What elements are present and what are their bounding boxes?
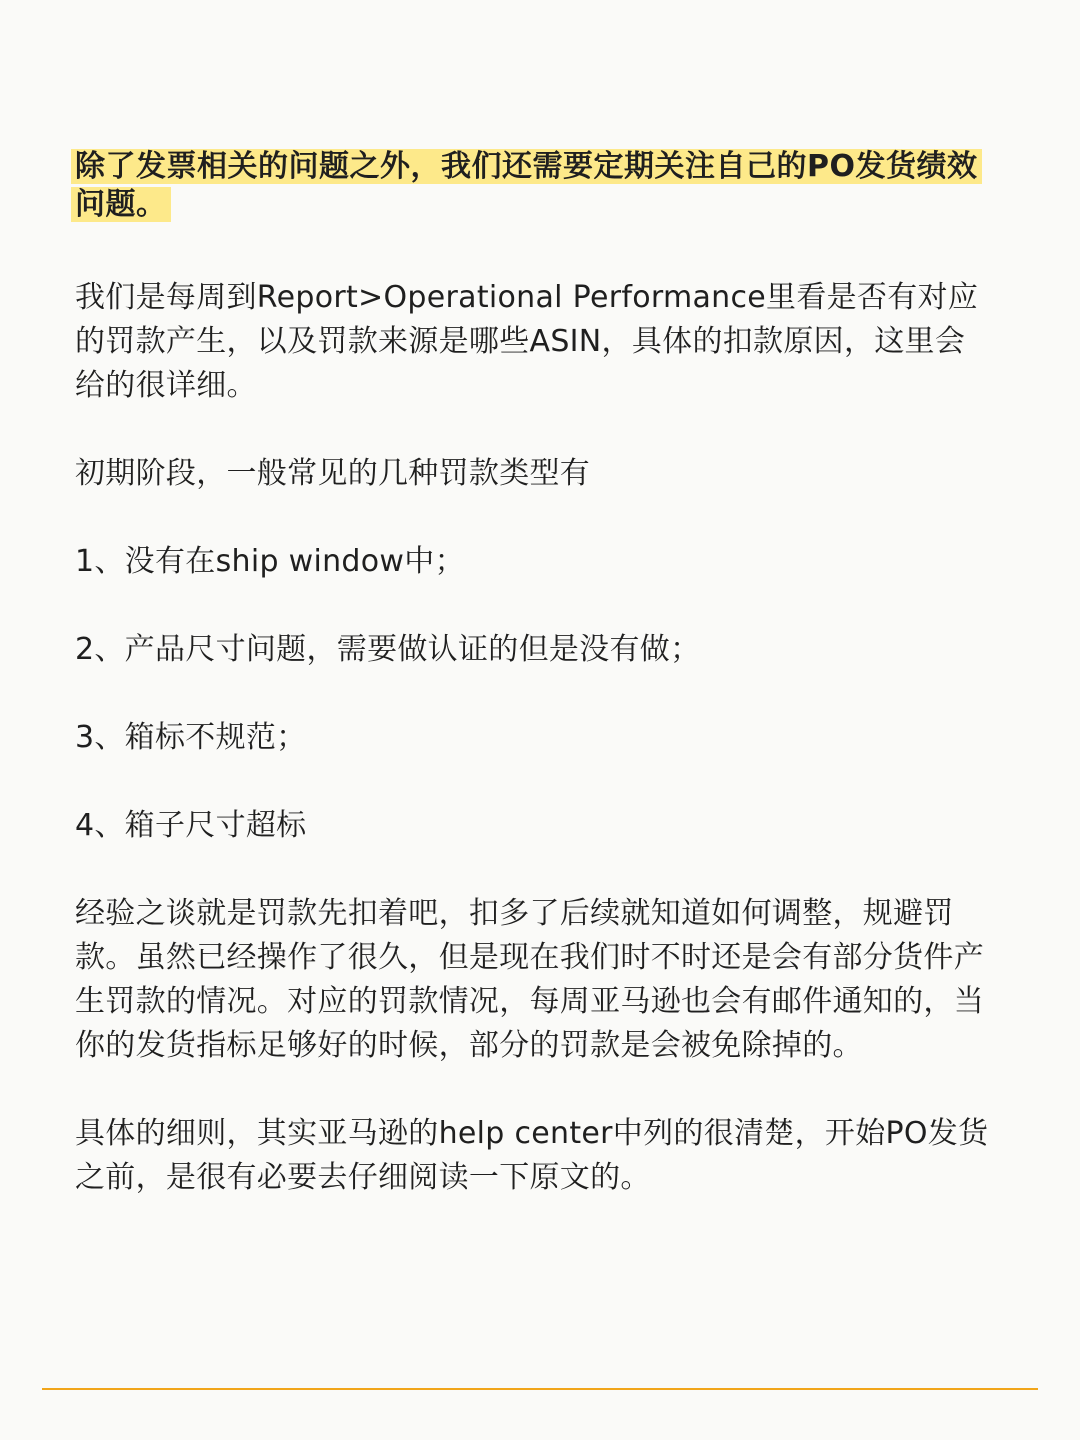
article-body (75, 148, 995, 1244)
list-item-2: 2、产品尺寸问题，需要做认证的但是没有做； (75, 632, 701, 667)
paragraph-intro: 我们是每周到Report>Operational Performance里看是否有对应的罚款产生，以及罚款来源是哪些ASIN，具体的扣款原因，这里会给的很详细。 (75, 280, 979, 403)
footer-divider (42, 1388, 1038, 1390)
paragraph-help-center: 具体的细则，其实亚马逊的help center中列的很清楚，开始PO发货之前，是很有必要去仔细阅读一下原文的。 (75, 1116, 989, 1195)
list-item-4: 4、箱子尺寸超标 (75, 808, 307, 843)
headline (75, 148, 995, 224)
list-item-1: 1、没有在ship window中； (75, 544, 465, 579)
paragraph-types-intro: 初期阶段，一般常见的几种罚款类型有 (75, 456, 591, 491)
list-item-3: 3、箱标不规范； (75, 720, 307, 755)
paragraph-experience: 经验之谈就是罚款先扣着吧，扣多了后续就知道如何调整，规避罚款。虽然已经操作了很久，但是现在我们时不时还是会有部分货件产生罚款的情况。对应的罚款情况，每周亚马逊也会有邮件通知的，当你的发货指标足够好的时候，部分的罚款是会被免除掉的。 (75, 896, 984, 1063)
headline-highlight: 除了发票相关的问题之外，我们还需要定期关注自己的PO发货绩效问题。 (71, 149, 982, 222)
